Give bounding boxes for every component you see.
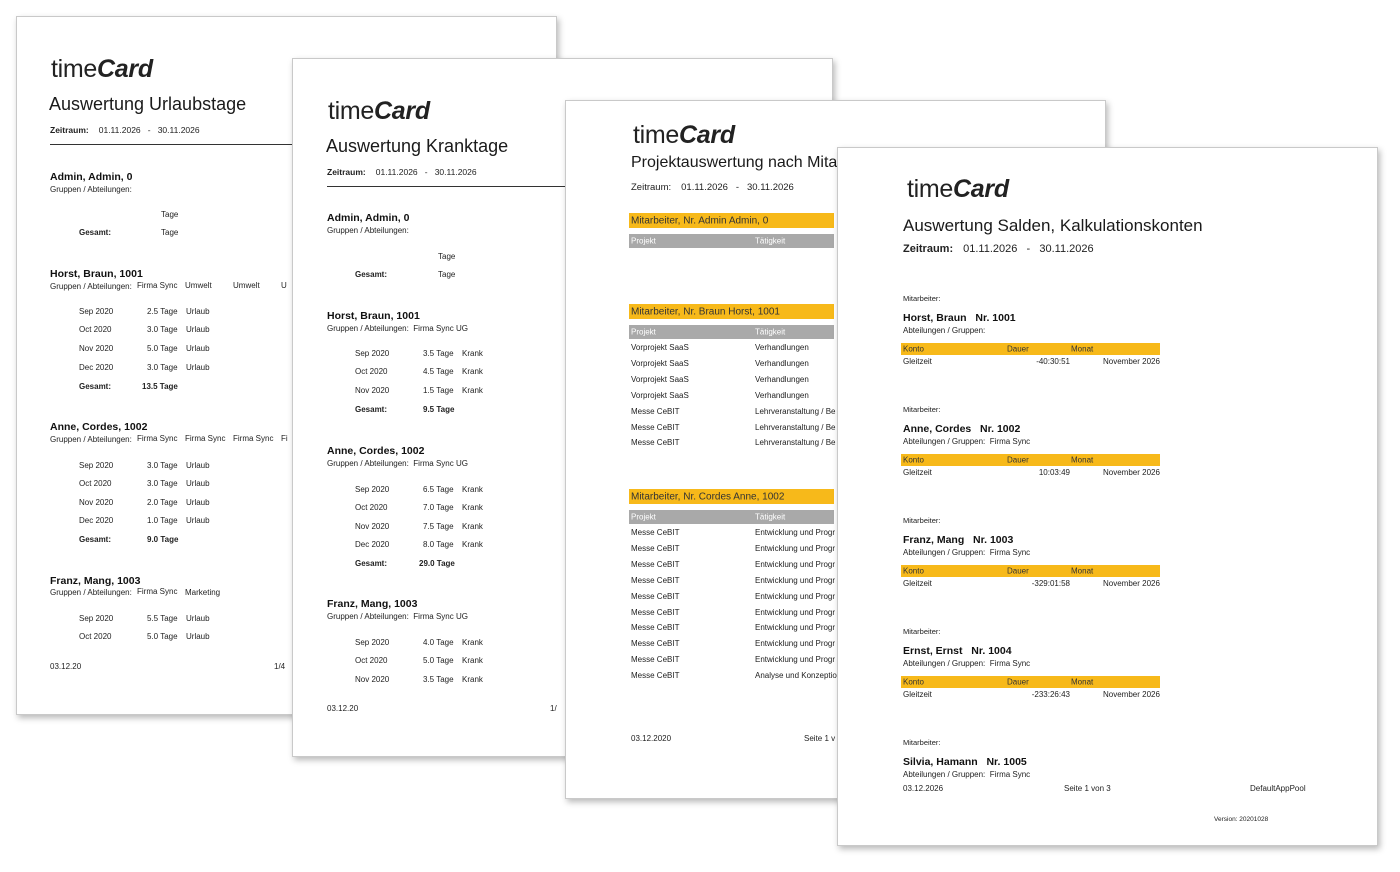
column-header-activity: Tätigkeit [755,327,786,337]
row-value: 2.5 Tage [147,307,178,316]
group-value: Firma Sync [989,437,1031,446]
period: Zeitraum: 01.11.2026 - 30.11.2026 [50,125,200,135]
row-value: 3.0 Tage [147,363,178,372]
column-header-account: Konto [903,344,924,354]
row-duration: 10:03:49 [1038,468,1070,477]
row-value: 5.5 Tage [147,614,178,623]
group-value: U [281,281,287,290]
row-duration: -329:01:58 [1031,579,1070,588]
row-value: 7.5 Tage [423,522,454,531]
row-type: Urlaub [186,632,210,641]
group-value: Umwelt [185,281,212,290]
row-project: Messe CeBIT [631,438,680,448]
groups-label: Gruppen / Abteilungen: Firma Sync UG [327,324,468,333]
row-account: Gleitzeit [903,468,932,477]
footer-page: Seite 1 v [804,734,836,743]
row-type: Urlaub [186,344,210,353]
group-value: Umwelt [233,281,260,290]
row-month: Sep 2020 [355,485,390,494]
row-value: 1.0 Tage [147,516,178,525]
row-type: Krank [462,349,483,358]
groups-label: Abteilungen / Gruppen: [903,326,986,335]
footer-pool: DefaultAppPool [1250,784,1306,793]
groups-line [903,770,1030,779]
row-type: Krank [462,540,483,549]
row-activity: Entwicklung und Progr [755,543,836,553]
row-duration: -40:30:51 [1036,357,1070,366]
row-project: Messe CeBIT [631,543,680,553]
row-month: Dec 2020 [79,516,114,525]
employee-header-bar [629,304,834,319]
column-header-activity: Tätigkeit [755,236,786,246]
row-value: 2.0 Tage [147,498,178,507]
row-type: Urlaub [186,461,210,470]
row-activity: Entwicklung und Progr [755,639,836,649]
row-project: Vorprojekt SaaS [631,374,689,384]
groups-label: Gruppen / Abteilungen: Firma Sync UG [327,459,468,468]
column-header-duration: Dauer [1007,455,1029,465]
row-type: Urlaub [186,363,210,372]
groups-label: Gruppen / Abteilungen: [50,588,132,597]
row-activity: Lehrveranstaltung / Be [755,422,836,432]
group-value: Firma Sync UG [413,612,468,621]
row-project: Messe CeBIT [631,559,680,569]
group-value: Firma Sync UG [413,459,468,468]
unit-label: Tage [438,270,456,279]
total-value: 29.0 Tage [419,559,455,568]
row-project: Messe CeBIT [631,671,680,681]
row-value: 3.0 Tage [147,461,178,470]
row-value: 7.0 Tage [423,503,454,512]
row-value: 3.5 Tage [423,675,454,684]
row-account: Gleitzeit [903,357,932,366]
group-value: Firma Sync [989,770,1031,779]
row-type: Krank [462,386,483,395]
row-month: Nov 2020 [355,522,390,531]
row-activity: Entwicklung und Progr [755,591,836,601]
employee-name-text: Ernst, Ernst [903,645,963,657]
period: Zeitraum: 01.11.2026 - 30.11.2026 [903,243,1094,255]
row-project: Vorprojekt SaaS [631,390,689,400]
employee-number: Nr. 1004 [971,645,1012,657]
row-duration: -233:26:43 [1031,690,1070,699]
total-label: Gesamt: [355,405,388,414]
employee-name: Horst, Braun, 1001 [50,268,143,280]
column-header-project: Projekt [631,327,656,337]
employee-label: Mitarbeiter: [903,738,941,747]
row-value: 8.0 Tage [423,540,454,549]
groups-line [903,659,1030,668]
row-month: Oct 2020 [79,632,112,641]
row-month: Oct 2020 [79,479,112,488]
employee-name [903,645,1012,657]
row-month: Oct 2020 [79,325,112,334]
group-value: Fi [281,434,288,443]
employee-name: Franz, Mang, 1003 [327,598,418,610]
total-label: Gesamt: [79,535,112,544]
timecard-logo: timeCard [328,97,430,125]
groups-label: Abteilungen / Gruppen: [903,437,986,446]
row-project: Messe CeBIT [631,528,680,537]
row-month: Sep 2020 [355,349,390,358]
row-project: Vorprojekt SaaS [631,343,689,352]
row-value: 6.5 Tage [423,485,454,494]
groups-label: Gruppen / Abteilungen: [50,185,132,194]
unit-label: Tage [161,210,179,219]
row-project: Vorprojekt SaaS [631,358,689,368]
row-project: Messe CeBIT [631,655,680,665]
groups-label: Abteilungen / Gruppen: [903,770,986,779]
column-header-month: Monat [1071,455,1094,465]
group-value: Marketing [185,588,221,597]
employee-name [903,756,1027,768]
row-type: Urlaub [186,498,210,507]
groups-line [903,548,1030,557]
column-header-account: Konto [903,677,924,687]
row-project: Messe CeBIT [631,406,680,416]
row-account: Gleitzeit [903,579,932,588]
row-month: Nov 2020 [355,386,390,395]
employee-label: Mitarbeiter: [903,405,941,414]
timecard-logo: timeCard [633,121,735,149]
employee-name [903,312,1016,324]
row-project: Messe CeBIT [631,639,680,649]
row-type: Krank [462,485,483,494]
account-header-bar [901,676,1160,688]
column-header-month: Monat [1071,344,1094,354]
total-label: Gesamt: [79,228,112,237]
unit-label: Tage [438,252,456,261]
row-type: Krank [462,367,483,376]
total-value: 13.5 Tage [142,382,178,391]
row-activity: Verhandlungen [755,358,809,368]
period: Zeitraum: 01.11.2026 - 30.11.2026 [327,167,477,177]
row-month: Nov 2020 [79,498,114,507]
column-header-duration: Dauer [1007,344,1029,354]
groups-label: Gruppen / Abteilungen: Firma Sync UG [327,612,468,621]
row-activity: Lehrveranstaltung / Be [755,406,836,416]
footer-date: 03.12.20 [50,662,82,671]
employee-name: Horst, Braun, 1001 [327,310,420,322]
total-label: Gesamt: [355,559,388,568]
employee-label: Mitarbeiter: [903,516,941,525]
account-header-bar [901,343,1160,355]
footer-date: 03.12.20 [327,704,359,713]
row-project: Messe CeBIT [631,623,680,633]
row-month: Sep 2020 [79,614,114,623]
employee-name [903,423,1020,435]
row-month: November 2026 [1103,357,1160,366]
employee-number: Nr. 1005 [986,756,1027,768]
column-header-duration: Dauer [1007,677,1029,687]
row-activity: Entwicklung und Progr [755,623,836,633]
footer-page: Seite 1 von 3 [1064,784,1111,793]
column-header-month: Monat [1071,566,1094,576]
employee-name: Anne, Cordes, 1002 [327,445,425,457]
account-header-bar [901,454,1160,466]
row-activity: Verhandlungen [755,374,809,384]
row-month: Sep 2020 [355,638,390,647]
row-type: Urlaub [186,614,210,623]
group-value: Firma Sync [137,587,178,596]
employee-label: Mitarbeiter: [903,294,941,303]
row-activity: Entwicklung und Progr [755,528,836,537]
table-header-bar [629,510,834,524]
row-type: Krank [462,656,483,665]
column-header-duration: Dauer [1007,566,1029,576]
row-account: Gleitzeit [903,690,932,699]
row-project: Messe CeBIT [631,575,680,585]
row-month: November 2026 [1103,690,1160,699]
row-month: Oct 2020 [355,367,388,376]
employee-name-text: Horst, Braun [903,312,967,324]
employee-number: Nr. 1003 [973,534,1014,546]
employee-name: Admin, Admin, 0 [50,171,133,183]
employee-number: Nr. 1001 [975,312,1016,324]
row-value: 3.0 Tage [147,325,178,334]
period: Zeitraum: 01.11.2026 - 30.11.2026 [631,182,794,193]
column-header-account: Konto [903,455,924,465]
column-header-month: Monat [1071,677,1094,687]
row-project: Messe CeBIT [631,591,680,601]
group-value: Firma Sync [233,434,274,443]
row-activity: Analyse und Konzeptio [755,671,837,681]
group-value: Firma Sync [137,281,178,290]
groups-label: Abteilungen / Gruppen: [903,548,986,557]
total-value: 9.5 Tage [423,405,455,414]
groups-label: Gruppen / Abteilungen: [50,282,132,291]
groups-label: Gruppen / Abteilungen: [327,226,409,235]
row-month: Sep 2020 [79,307,114,316]
employee-header-bar [629,213,834,228]
page-title: Auswertung Kranktage [326,136,509,156]
group-value: Firma Sync UG [413,324,468,333]
row-value: 4.0 Tage [423,638,454,647]
row-type: Krank [462,503,483,512]
row-activity: Lehrveranstaltung / Be [755,438,836,448]
row-type: Urlaub [186,307,210,316]
column-header-activity: Tätigkeit [755,512,786,522]
row-activity: Entwicklung und Progr [755,559,836,569]
row-value: 3.5 Tage [423,349,454,358]
page-title: Auswertung Salden, Kalkulationskonten [903,216,1203,235]
employee-name: Anne, Cordes, 1002 [50,421,148,433]
footer-date: 03.12.2020 [631,734,672,743]
footer-date: 03.12.2026 [903,784,944,793]
unit-label: Tage [161,228,179,237]
total-label: Gesamt: [355,270,388,279]
column-header-account: Konto [903,566,924,576]
employee-label: Mitarbeiter: [903,627,941,636]
groups-label: Gruppen / Abteilungen: [50,435,132,444]
row-value: 3.0 Tage [147,479,178,488]
total-label: Gesamt: [79,382,112,391]
row-month: Oct 2020 [355,503,388,512]
total-value: 9.0 Tage [147,535,179,544]
row-month: Sep 2020 [79,461,114,470]
row-project: Messe CeBIT [631,607,680,617]
report-page-balances [837,147,1378,846]
employee-header-text: Mitarbeiter, Nr. Admin Admin, 0 [631,215,769,226]
row-month: Oct 2020 [355,656,388,665]
employee-name [903,534,1013,546]
row-value: 5.0 Tage [147,632,178,641]
footer-page: 1/ [550,704,557,713]
row-type: Urlaub [186,325,210,334]
employee-number: Nr. 1002 [980,423,1021,435]
page-title: Auswertung Urlaubstage [49,94,247,114]
row-type: Krank [462,638,483,647]
row-type: Krank [462,522,483,531]
row-activity: Verhandlungen [755,343,809,352]
row-activity: Entwicklung und Progr [755,575,836,585]
version-label: Version: 20201028 [1214,816,1269,823]
row-value: 4.5 Tage [423,367,454,376]
row-type: Urlaub [186,479,210,488]
row-value: 5.0 Tage [147,344,178,353]
employee-name: Admin, Admin, 0 [327,212,410,224]
page-title: Projektauswertung nach Mita [631,154,838,171]
row-project: Messe CeBIT [631,422,680,432]
employee-name-text: Franz, Mang [903,534,965,546]
column-header-project: Projekt [631,236,656,246]
groups-line [903,437,1030,446]
table-header-bar [629,325,834,339]
row-type: Urlaub [186,516,210,525]
row-activity: Verhandlungen [755,390,809,400]
row-month: Dec 2020 [355,540,390,549]
row-value: 5.0 Tage [423,656,454,665]
column-header-project: Projekt [631,512,656,522]
row-value: 1.5 Tage [423,386,454,395]
row-month: Nov 2020 [79,344,114,353]
account-header-bar [901,565,1160,577]
groups-label: Abteilungen / Gruppen: [903,659,986,668]
group-value: Firma Sync [989,548,1031,557]
employee-name-text: Anne, Cordes [903,423,972,435]
table-header-bar [629,234,834,248]
employee-name-text: Silvia, Hamann [903,756,978,768]
employee-header-bar [629,489,834,504]
group-value: Firma Sync [185,434,226,443]
group-value: Firma Sync [137,434,178,443]
row-type: Krank [462,675,483,684]
timecard-logo: timeCard [51,55,153,83]
group-value: Firma Sync [989,659,1031,668]
employee-header-text: Mitarbeiter, Nr. Cordes Anne, 1002 [631,491,785,502]
row-month: November 2026 [1103,468,1160,477]
employee-header-text: Mitarbeiter, Nr. Braun Horst, 1001 [631,306,780,317]
row-activity: Entwicklung und Progr [755,655,836,665]
row-month: Nov 2020 [355,675,390,684]
row-month: Dec 2020 [79,363,114,372]
row-activity: Entwicklung und Progr [755,607,836,617]
groups-line [903,326,990,335]
timecard-logo: timeCard [907,175,1009,203]
footer-page: 1/4 [274,662,286,671]
employee-name: Franz, Mang, 1003 [50,575,141,587]
row-month: November 2026 [1103,579,1160,588]
